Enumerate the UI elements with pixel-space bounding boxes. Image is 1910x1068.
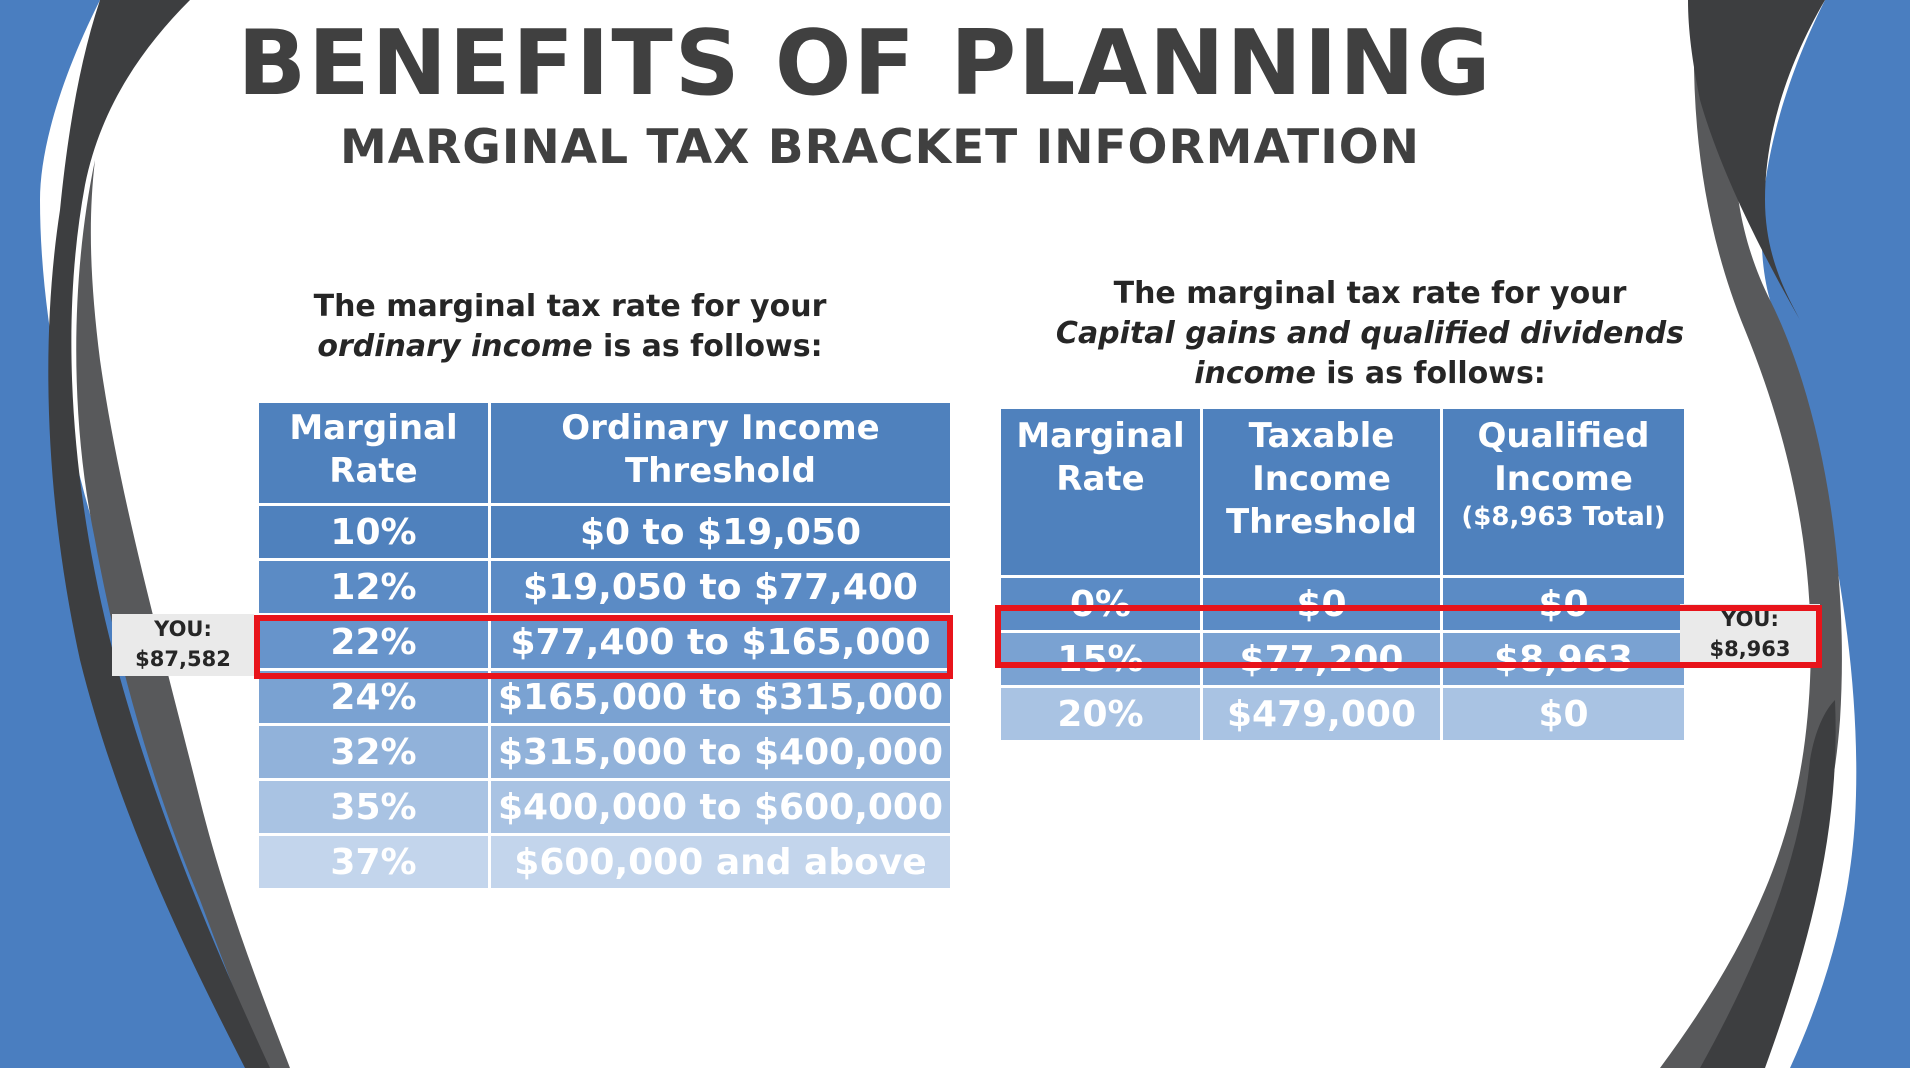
caption-rest: is as follows: xyxy=(1315,356,1546,391)
you-label: YOU: xyxy=(154,617,212,641)
rate-cell: 12% xyxy=(258,560,490,615)
rate-cell: 22% xyxy=(258,615,490,670)
page-subtitle: MARGINAL TAX BRACKET INFORMATION xyxy=(339,120,1421,175)
table-row xyxy=(258,560,952,615)
header-marginal-rate: Marginal Rate xyxy=(258,402,490,505)
header-marginal-rate: Marginal Rate xyxy=(1000,408,1202,577)
header-taxable-threshold: Taxable Income Threshold xyxy=(1202,408,1442,577)
caption-italic: income xyxy=(1194,356,1316,391)
table-row xyxy=(1000,687,1686,742)
caption-line: The marginal tax rate for your xyxy=(1113,276,1627,311)
highlight-box-capital xyxy=(995,605,1822,668)
threshold-cell: $77,200 xyxy=(1202,632,1442,687)
rate-cell: 15% xyxy=(1000,632,1202,687)
highlight-box-ordinary xyxy=(254,615,953,679)
rate-cell: 35% xyxy=(258,780,490,835)
qualified-cell: $0 xyxy=(1442,687,1686,742)
caption-italic: ordinary income xyxy=(317,329,593,364)
capital-gains-table xyxy=(998,406,1687,743)
caption-line xyxy=(250,327,890,367)
header-qualified-income xyxy=(1442,408,1686,577)
table-row xyxy=(258,725,952,780)
table-header-row xyxy=(258,402,952,505)
caption-rest: is as follows: xyxy=(592,329,823,364)
you-value: $8,963 xyxy=(1709,637,1791,661)
caption-line xyxy=(990,314,1750,354)
qualified-cell: $8,963 xyxy=(1442,632,1686,687)
table-row xyxy=(258,835,952,890)
threshold-cell: $77,400 to $165,000 xyxy=(490,615,952,670)
caption-line xyxy=(990,354,1750,394)
rate-cell: 24% xyxy=(258,670,490,725)
threshold-cell: $600,000 and above xyxy=(490,835,952,890)
qualified-income-label: Qualified Income xyxy=(1477,416,1650,499)
caption-line: The marginal tax rate for your xyxy=(313,289,827,324)
rate-cell: 32% xyxy=(258,725,490,780)
rate-cell: 37% xyxy=(258,835,490,890)
rate-cell: 10% xyxy=(258,505,490,560)
threshold-cell: $0 to $19,050 xyxy=(490,505,952,560)
threshold-cell: $165,000 to $315,000 xyxy=(490,670,952,725)
rate-cell: 0% xyxy=(1000,577,1202,632)
you-callout-ordinary xyxy=(112,614,254,676)
caption-italic: Capital gains and qualified dividends xyxy=(1055,316,1685,351)
threshold-cell: $0 xyxy=(1202,577,1442,632)
table-header-row xyxy=(1000,408,1686,577)
header-ordinary-threshold: Ordinary Income Threshold xyxy=(490,402,952,505)
qualified-income-total: ($8,963 Total) xyxy=(1461,502,1666,532)
you-label: YOU: xyxy=(1721,607,1779,631)
threshold-cell: $400,000 to $600,000 xyxy=(490,780,952,835)
threshold-cell: $479,000 xyxy=(1202,687,1442,742)
threshold-cell: $19,050 to $77,400 xyxy=(490,560,952,615)
threshold-cell: $315,000 to $400,000 xyxy=(490,725,952,780)
capital-gains-caption xyxy=(990,274,1750,394)
table-row xyxy=(258,505,952,560)
you-value: $87,582 xyxy=(135,647,231,671)
page-title: BENEFITS OF PLANNING xyxy=(237,11,1493,116)
table-row xyxy=(258,780,952,835)
ordinary-income-caption xyxy=(250,287,890,367)
qualified-cell: $0 xyxy=(1442,577,1686,632)
rate-cell: 20% xyxy=(1000,687,1202,742)
